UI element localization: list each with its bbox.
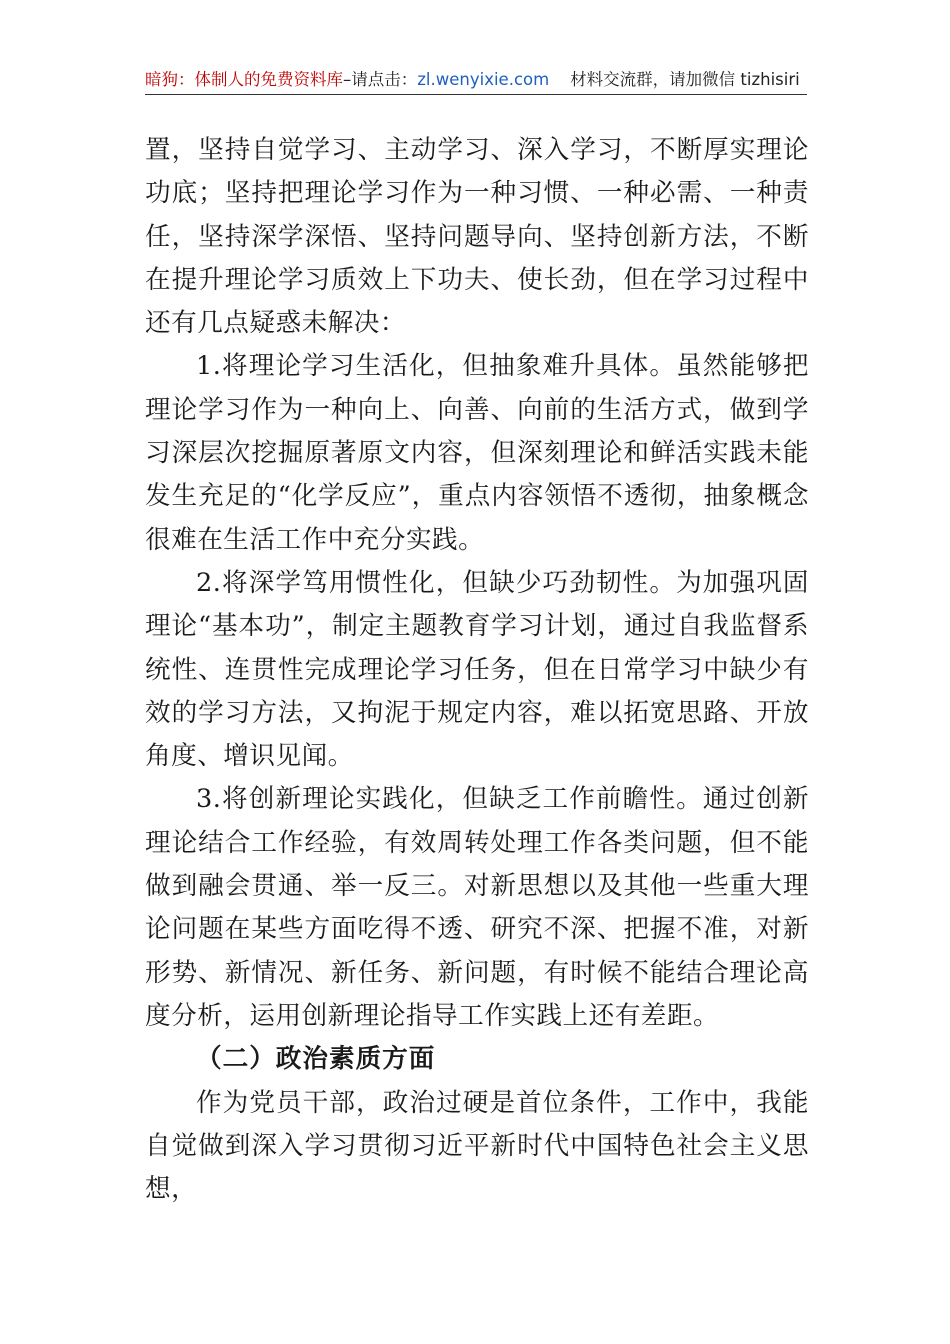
document-body (145, 129, 809, 1211)
header-site-name: 暗狗：体制人的免费资料库 (145, 70, 343, 89)
paragraph-item-3: 3.将创新理论实践化，但缺乏工作前瞻性。通过创新理论结合工作经验，有效周转处理工作各类问题，但不能做到融会贯通、举一反三。对新思想以及其他一些重大理论问题在某些方面吃得不透、研究不深、把握不准，对新形势、新情况、新任务、新问题，有时候不能结合理论高度分析，运用创新理论指导工作实践上还有差距。 (145, 784, 809, 1031)
header-spacer (549, 70, 570, 89)
paragraph-item-2: 2.将深学笃用惯性化，但缺少巧劲韧性。为加强巩固理论“基本功”，制定主题教育学习计划，通过自我监督系统性、连贯性完成理论学习任务，但在日常学习中缺少有效的学习方法，又拘泥于规定内容，难以拓宽思路、开放角度、增识见闻。 (145, 567, 809, 772)
paragraph-political: 作为党员干部，政治过硬是首位条件，工作中，我能自觉做到深入学习贯彻习近平新时代中国特色社会主义思想， (145, 1087, 809, 1205)
header-click-prefix: –请点击： (343, 70, 418, 89)
paragraph-item-1: 1.将理论学习生活化，但抽象难升具体。虽然能够把理论学习作为一种向上、向善、向前的生活方式，做到学习深层次挖掘原著原文内容，但深刻理论和鲜活实践未能发生充足的“化学反应”，重点内容领悟不透彻，抽象概念很难在生活工作中充分实践。 (145, 351, 809, 555)
header-group-note: 材料交流群，请加微信 tizhisiri (570, 70, 800, 89)
section-heading: （二）政治素质方面 (196, 1044, 436, 1075)
page-header (145, 66, 807, 95)
paragraph-continuation: 置，坚持自觉学习、主动学习、深入学习，不断厚实理论功底；坚持把理论学习作为一种习惯、一种必需、一种责任，坚持深学深悟、坚持问题导向、坚持创新方法，不断在提升理论学习质效上下功夫、使长劲，但在学习过程中还有几点疑惑未解决： (145, 135, 809, 339)
header-url-link[interactable]: zl.wenyixie.com (417, 70, 550, 89)
